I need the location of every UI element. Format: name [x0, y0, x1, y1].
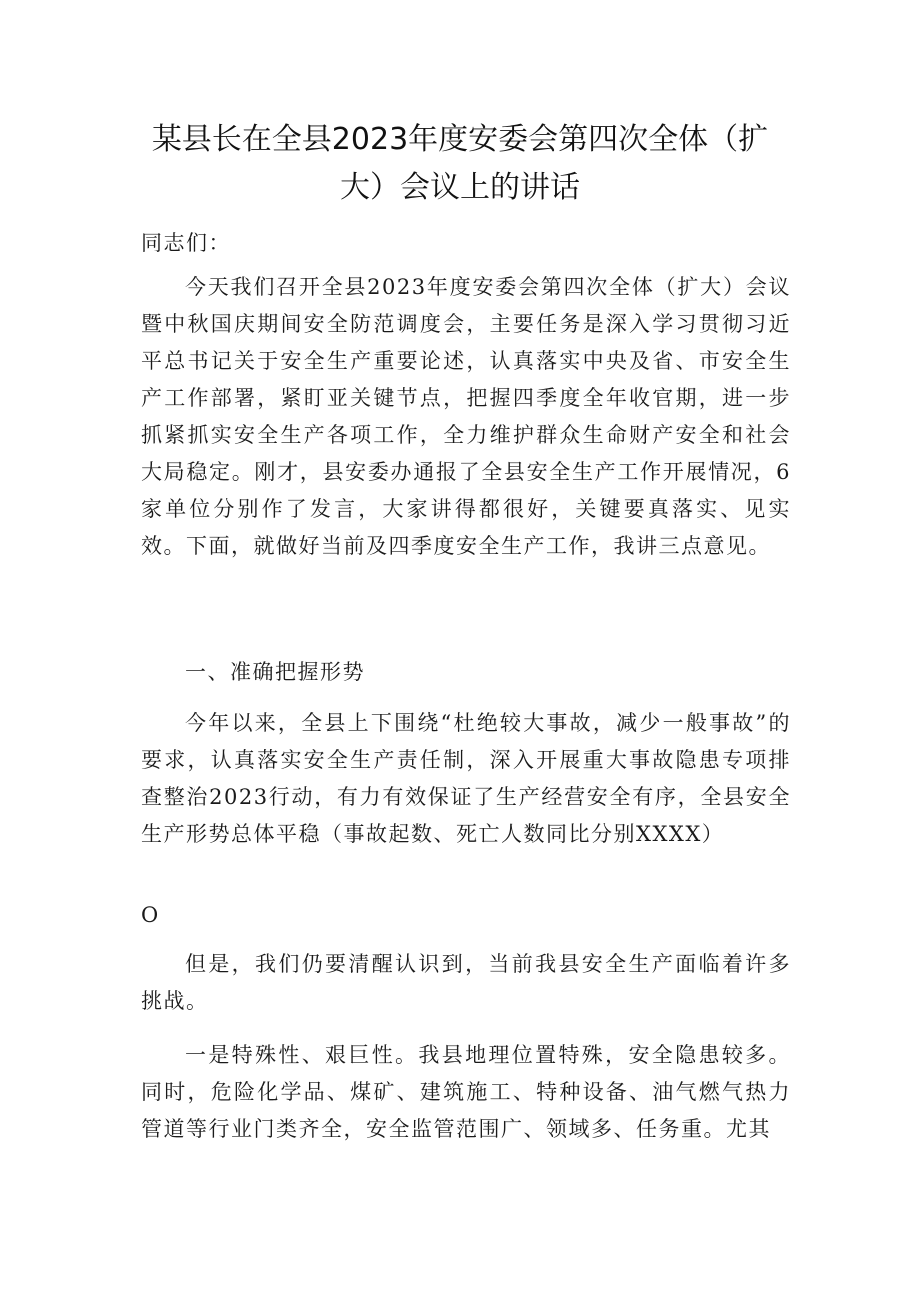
- document-title-line-1: 某县长在全县2023年度安委会第四次全体（扩: [151, 122, 769, 157]
- document-title-line-2: 大）会议上的讲话: [340, 170, 580, 205]
- paragraph-situation: 今年以来，全县上下围绕“杜绝较大事故，减少一般事故”的要求，认真落实安全生产责任制，深入开展重大事故隐患专项排查整治2023行动，有力有效保证了生产经营安全有序，全县安全生产形势总体平稳（事故起数、死亡人数同比分别XXXX）: [141, 711, 791, 846]
- paragraph-point-one: 一是特殊性、艰巨性。我县地理位置特殊，安全隐患较多。同时，危险化学品、煤矿、建筑施工、特种设备、油气燃气热力管道等行业门类齐全，安全监管范围广、领域多、任务重。尤其: [141, 1043, 791, 1141]
- paragraph-challenges: 但是，我们仍要清醒认识到，当前我县安全生产面临着许多挑战。: [141, 952, 791, 1013]
- salutation: 同志们：: [141, 231, 231, 255]
- section-heading-1: 一、准确把握形势: [185, 660, 365, 684]
- paragraph-intro: 今天我们召开全县2023年度安委会第四次全体（扩大）会议暨中秋国庆期间安全防范调度会，主要任务是深入学习贯彻习近平总书记关于安全生产重要论述，认真落实中央及省、市安全生产工作部署，紧盯亚关键节点，把握四季度全年收官期，进一步抓紧抓实安全生产各项工作，全力维护群众生命财产安全和社会大局稳定。刚才，县安委办通报了全县安全生产工作开展情况，6家单位分别作了发言，大家讲得都很好，关键要真落实、见实效。下面，就做好当前及四季度安全生产工作，我讲三点意见。: [141, 275, 791, 558]
- paragraph-situation-tail: O: [141, 903, 160, 927]
